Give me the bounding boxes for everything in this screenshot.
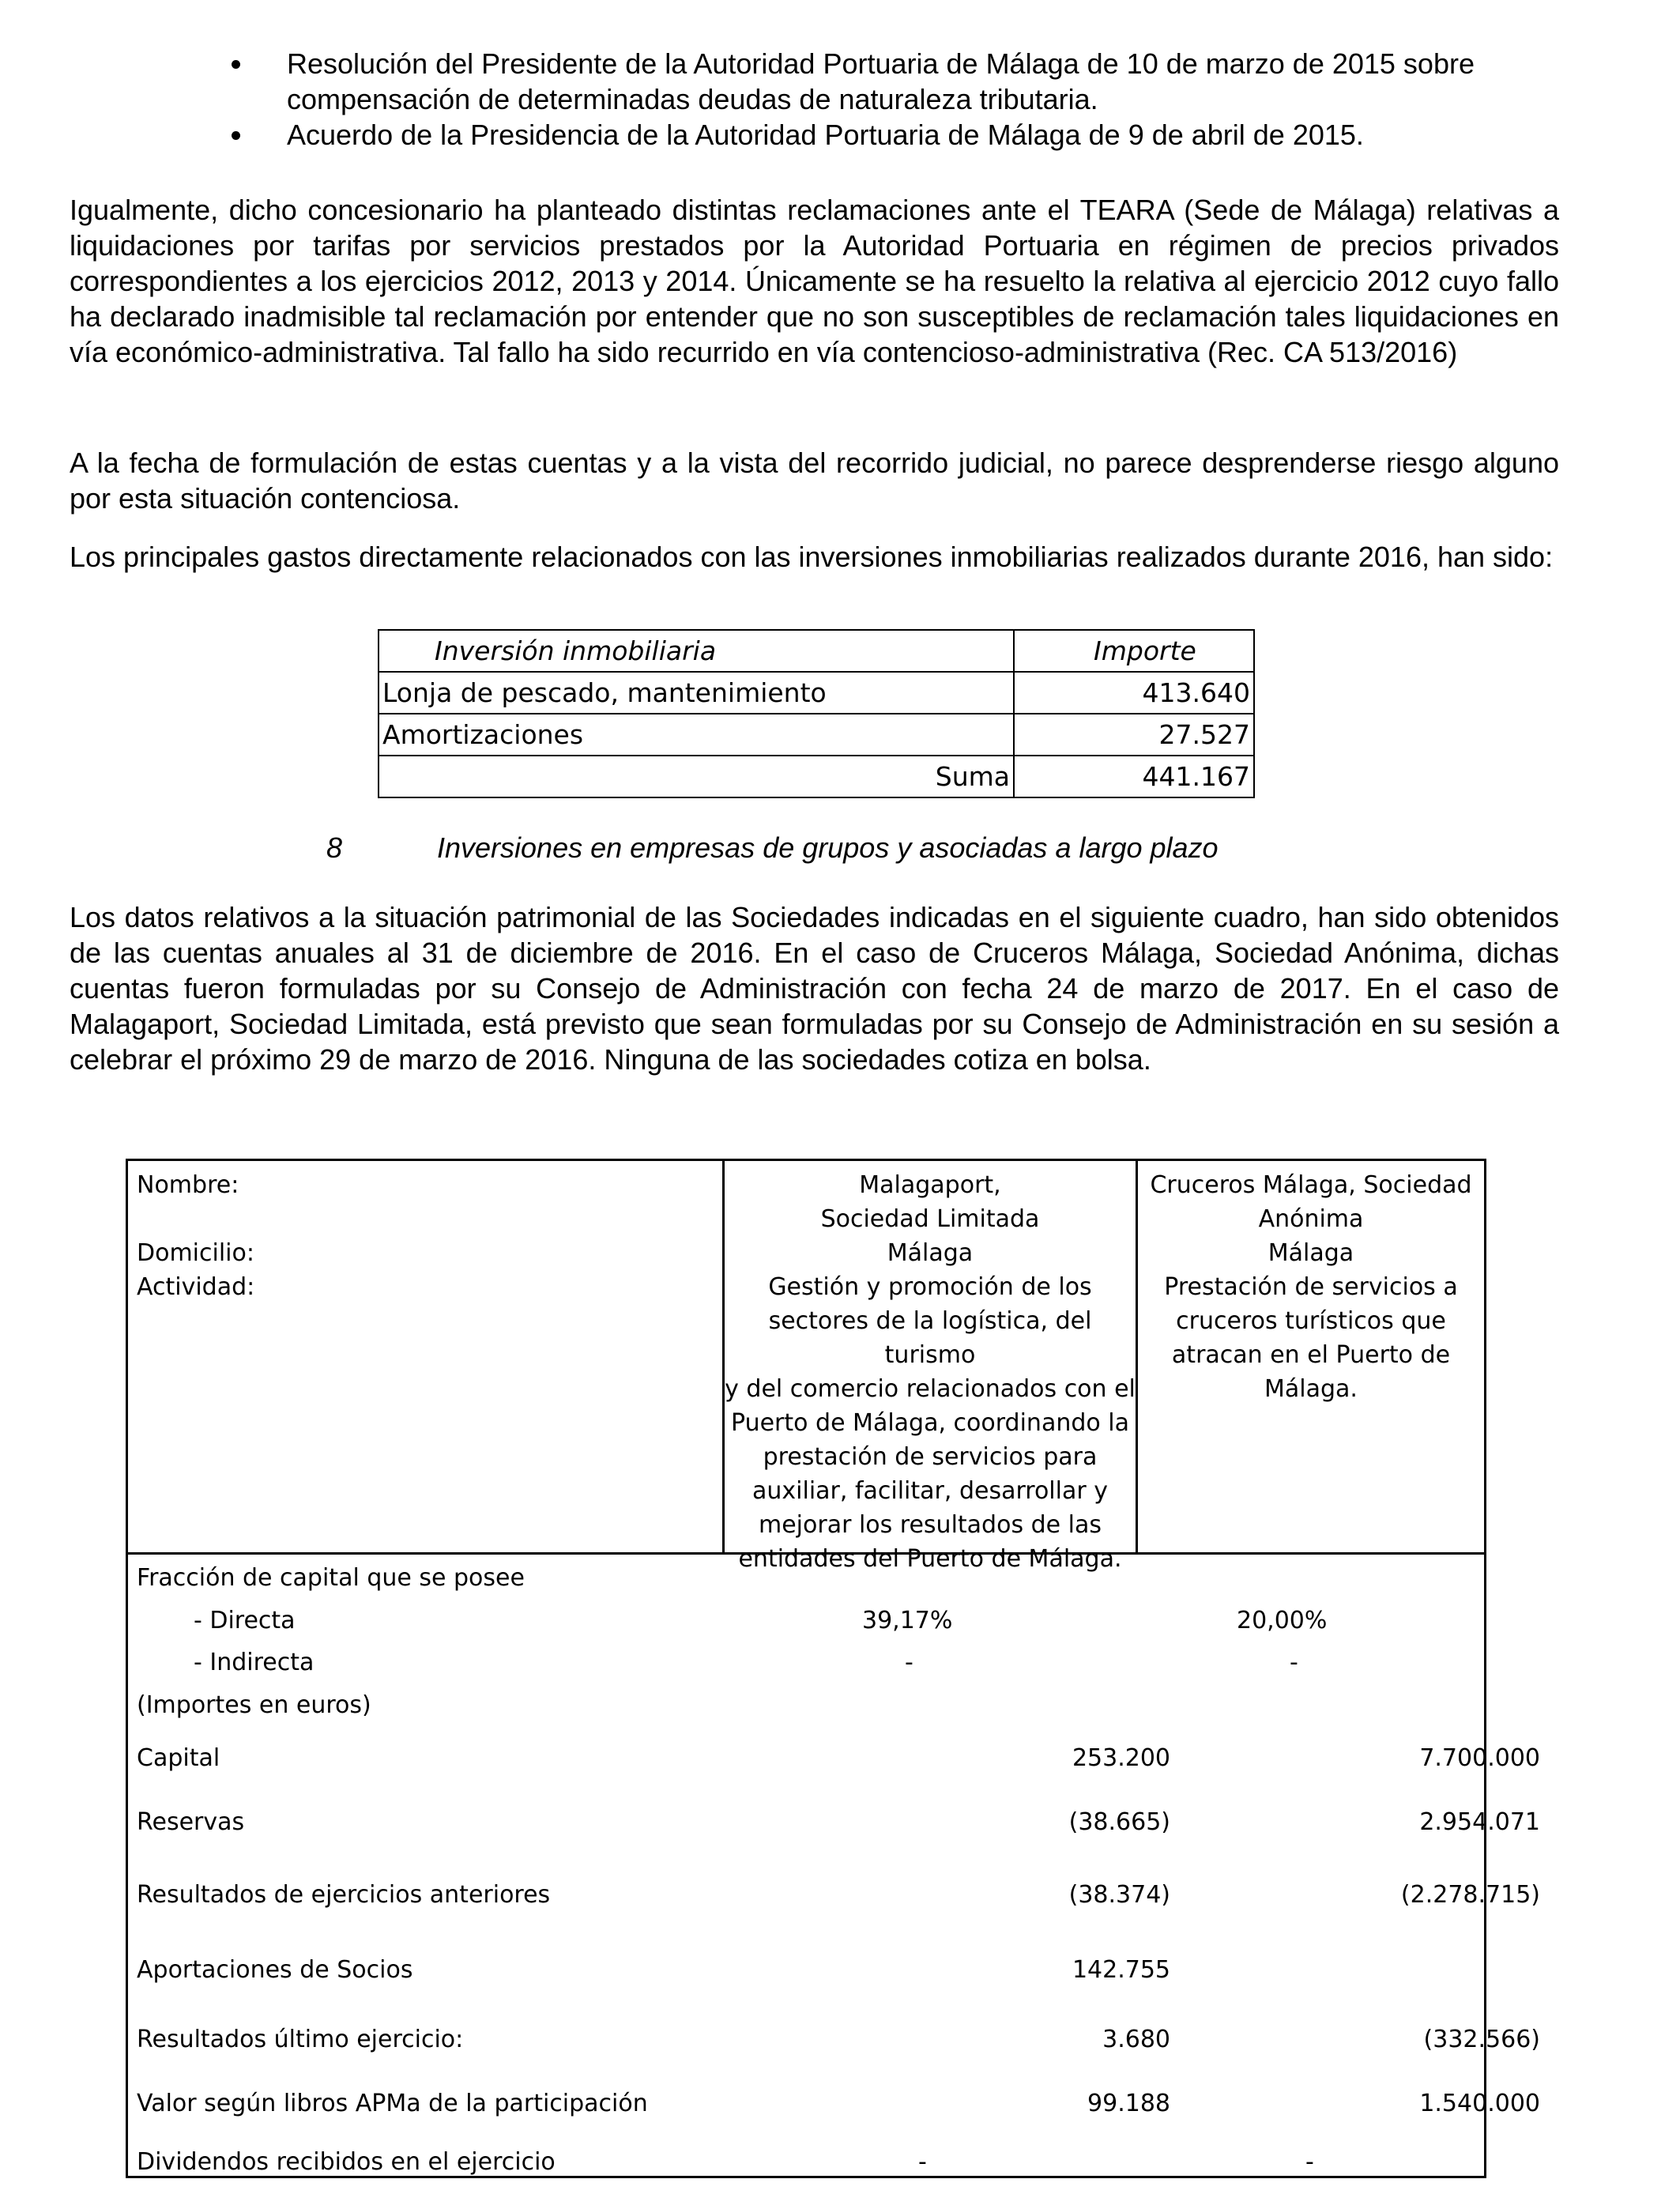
malagaport-reservas: (38.665) [1068, 1808, 1170, 1836]
cruceros-name-1: Cruceros Málaga, Sociedad [1150, 1171, 1472, 1199]
sum-value: 441.167 [1014, 756, 1254, 797]
label-resultado-ultimo: Resultados último ejercicio: [137, 2026, 464, 2053]
label-directa: - Directa [194, 1607, 296, 1634]
label-actividad: Actividad: [137, 1273, 255, 1301]
cruceros-capital: 7.700.000 [1419, 1744, 1540, 1772]
table-row [379, 714, 1254, 756]
header-inversion: Inversión inmobiliaria [379, 630, 1014, 672]
malagaport-aportaciones: 142.755 [1072, 1956, 1170, 1984]
sum-label: Suma [379, 756, 1014, 797]
section-number: 8 [326, 831, 343, 864]
malagaport-dividendos: - [918, 2148, 927, 2176]
malagaport-actividad: Gestión y promoción de los sectores de la logística, del turismo y del comercio relacionados con el Puerto de Málaga, coordinando la prestación de servicios para auxiliar, facilitar, desarrollar y mejorar los resultados de las entidades del Puerto de Málaga. [725, 1273, 1136, 1573]
malagaport-domicilio: Málaga [887, 1239, 974, 1267]
malagaport-capital: 253.200 [1072, 1744, 1170, 1772]
label-dividendos: Dividendos recibidos en el ejercicio [137, 2148, 556, 2176]
bullet-list [232, 46, 1559, 153]
header-importe: Importe [1014, 630, 1254, 672]
malagaport-indirecta: - [905, 1649, 913, 1676]
paragraph-fecha: A la fecha de formulación de estas cuentas y a la vista del recorrido judicial, no parece desprenderse riesgo alguno por esta situación contenciosa. [70, 447, 1559, 515]
label-resultados-anteriores: Resultados de ejercicios anteriores [137, 1881, 551, 1909]
table-row [379, 672, 1254, 714]
cruceros-valor-libros: 1.540.000 [1419, 2090, 1540, 2117]
bullet-dot-icon [232, 60, 240, 69]
label-importes: (Importes en euros) [137, 1691, 371, 1719]
label-reservas: Reservas [137, 1808, 245, 1836]
cruceros-indirecta: - [1290, 1649, 1298, 1676]
cruceros-resultados-anteriores: (2.278.715) [1400, 1881, 1540, 1909]
malagaport-name-1: Malagaport, [859, 1171, 1001, 1199]
bullet-item: Resolución del Presidente de la Autoridad Portuaria de Málaga de 10 de marzo de 2015 sobre compensación de determinadas deudas de naturaleza tributaria. [232, 46, 1559, 117]
paragraph-gastos: Los principales gastos directamente relacionados con las inversiones inmobiliarias realizados durante 2016, han sido: [70, 541, 1554, 573]
paragraph-datos: Los datos relativos a la situación patrimonial de las Sociedades indicadas en el siguiente cuadro, han sido obtenidos de las cuentas anuales al 31 de diciembre de 2016. En el caso de Cruceros Málaga, Sociedad Anónima, dichas cuentas fueron formuladas por su Consejo de Administración con fecha 24 de marzo de 2017. En el caso de Malagaport, Sociedad Limitada, está previsto que sean formuladas por su Consejo de Administración en su sesión a celebrar el próximo 29 de marzo de 2016. Ninguna de las sociedades cotiza en bolsa. [70, 901, 1559, 1076]
row-label: Lonja de pescado, mantenimiento [379, 672, 1014, 714]
malagaport-resultado-ultimo: 3.680 [1102, 2026, 1170, 2053]
cruceros-domicilio: Málaga [1268, 1239, 1354, 1267]
paragraph-teara: Igualmente, dicho concesionario ha planteado distintas reclamaciones ante el TEARA (Sede de Málaga) relativas a liquidaciones por tarifas por servicios prestados por la Autoridad Portuaria en régimen de precios privados correspondientes a los ejercicios 2012, 2013 y 2014. Únicamente se ha resuelto la relativa al ejercicio 2012 cuyo fallo ha declarado inadmisible tal reclamación por entender que no son susceptibles de reclamación tales liquidaciones en vía económico-administrativa. Tal fallo ha sido recurrido en vía contencioso-administrativa (Rec. CA 513/2016) [70, 194, 1559, 368]
malagaport-valor-libros: 99.188 [1087, 2090, 1170, 2117]
cruceros-dividendos: - [1305, 2148, 1314, 2176]
malagaport-directa: 39,17% [862, 1607, 953, 1634]
malagaport-name-2: Sociedad Limitada [820, 1205, 1040, 1233]
malagaport-resultados-anteriores: (38.374) [1068, 1881, 1170, 1909]
label-indirecta: - Indirecta [194, 1649, 315, 1676]
row-label: Amortizaciones [379, 714, 1014, 756]
cruceros-directa: 20,00% [1237, 1607, 1328, 1634]
bullet-dot-icon [232, 131, 240, 140]
label-capital: Capital [137, 1744, 220, 1772]
bullet-item: Acuerdo de la Presidencia de la Autoridad Portuaria de Málaga de 9 de abril de 2015. [232, 117, 1559, 153]
table-sum-row [379, 756, 1254, 797]
label-valor-libros: Valor según libros APMa de la participación [137, 2090, 648, 2117]
investment-table [378, 629, 1255, 798]
cruceros-reservas: 2.954.071 [1419, 1808, 1540, 1836]
section-title: Inversiones en empresas de grupos y asociadas a largo plazo [437, 831, 1219, 864]
label-domicilio: Domicilio: [137, 1239, 254, 1267]
label-fraccion: Fracción de capital que se posee [137, 1564, 525, 1592]
cruceros-resultado-ultimo: (332.566) [1423, 2026, 1540, 2053]
label-nombre: Nombre: [137, 1171, 239, 1199]
cruceros-name-2: Anónima [1258, 1205, 1364, 1233]
table-header-row [379, 630, 1254, 672]
cruceros-actividad: Prestación de servicios a cruceros turísticos que atracan en el Puerto de Málaga. [1164, 1273, 1458, 1403]
companies-table [126, 1159, 1540, 2178]
row-value: 413.640 [1014, 672, 1254, 714]
label-aportaciones: Aportaciones de Socios [137, 1956, 413, 1984]
row-value: 27.527 [1014, 714, 1254, 756]
